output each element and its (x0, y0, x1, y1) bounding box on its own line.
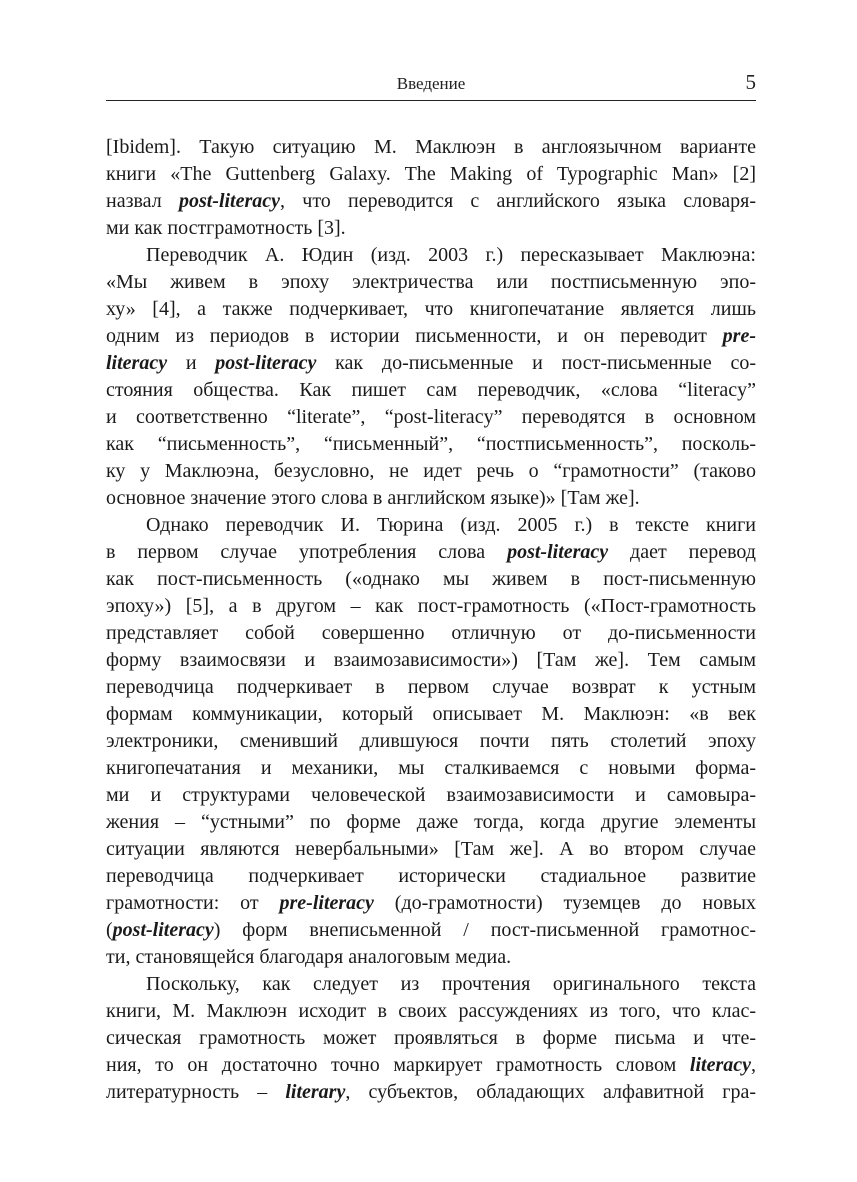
text-run: книгопечатания и механики, мы сталкиваемся с новыми форма- (106, 757, 756, 779)
text-run: грамотности: от (106, 892, 280, 914)
body-text (106, 134, 756, 1106)
emphasized-term: post-literacy (112, 919, 214, 941)
text-line (106, 755, 756, 782)
page-number: 5 (745, 70, 756, 94)
text-run: переводчица подчеркивает исторически стадиальное развитие (106, 865, 756, 887)
text-line (106, 134, 756, 161)
text-line (106, 701, 756, 728)
text-line (106, 512, 756, 539)
emphasized-term: literacy (106, 352, 168, 374)
text-line (106, 350, 756, 377)
text-run: [Ibidem]. Такую ситуацию М. Маклюэн в англоязычном варианте (106, 136, 756, 158)
text-line (106, 161, 756, 188)
emphasized-term: literary (285, 1081, 346, 1103)
text-run: жения – “устными” по форме даже тогда, когда другие элементы (106, 811, 756, 833)
text-line (106, 323, 756, 350)
text-run: и (167, 352, 216, 374)
text-line (106, 566, 756, 593)
emphasized-term: post-literacy (178, 190, 281, 212)
text-run: основное значение этого слова в английском языке)» [Там же]. (106, 487, 640, 509)
text-run: , (751, 1054, 756, 1076)
text-run: ку у Маклюэна, безусловно, не идет речь о “грамотности” (таково (106, 460, 756, 482)
emphasized-term: post-literacy (507, 541, 609, 563)
text-run: «Мы живем в эпоху электричества или постписьменную эпо- (106, 271, 756, 293)
text-run: ния, то он достаточно точно маркирует грамотность словом (106, 1054, 690, 1076)
text-run: ситуации являются невербальными» [Там же]. А во втором случае (106, 838, 756, 860)
text-line (106, 809, 756, 836)
text-line (106, 458, 756, 485)
text-run: дает перевод (608, 541, 756, 563)
text-run: ху» [4], а также подчеркивает, что книгопечатание является лишь (106, 298, 756, 320)
text-line (106, 431, 756, 458)
text-line (106, 782, 756, 809)
text-run: книги, М. Маклюэн исходит в своих рассуждениях из того, что клас- (106, 1000, 756, 1022)
text-run: одним из периодов в истории письменности, и он переводит (106, 325, 723, 347)
emphasized-term: post-literacy (215, 352, 317, 374)
text-run: представляет собой совершенно отличную от до-письменности (106, 622, 756, 644)
text-run: ти, становящейся благодаря аналоговым медиа. (106, 946, 512, 968)
text-run: сическая грамотность может проявляться в форме письма и чте- (106, 1027, 756, 1049)
text-run: Переводчик А. Юдин (изд. 2003 г.) пересказывает Маклюэна: (146, 244, 756, 266)
text-run: назвал (106, 190, 179, 212)
text-run: Однако переводчик И. Тюрина (изд. 2005 г.) в тексте книги (146, 514, 756, 536)
text-run: ( (106, 919, 113, 941)
text-run: литературность – (106, 1081, 286, 1103)
text-line (106, 539, 756, 566)
text-line (106, 674, 756, 701)
text-run: ми как постграмотность [3]. (106, 217, 346, 239)
text-line (106, 944, 756, 971)
text-line (106, 215, 756, 242)
text-line (106, 647, 756, 674)
text-run: ми и структурами человеческой взаимозависимости и самовыра- (106, 784, 756, 806)
text-run: в первом случае употребления слова (106, 541, 508, 563)
paragraph (106, 512, 756, 971)
text-run: , что переводится с английского языка словаря- (280, 190, 757, 212)
text-run: Поскольку, как следует из прочтения оригинального текста (146, 973, 756, 995)
text-line (106, 296, 756, 323)
text-run: и соответственно “literate”, “post-literacy” переводятся в основном (106, 406, 756, 428)
text-line (106, 728, 756, 755)
text-line (106, 593, 756, 620)
text-run: ) форм внеписьменной / пост-письменной грамотнос- (213, 919, 756, 941)
text-line (106, 620, 756, 647)
text-line (106, 377, 756, 404)
paragraph (106, 242, 756, 512)
text-run: форму взаимосвязи и взаимозависимости») [Там же]. Тем самым (106, 649, 756, 671)
text-line (106, 1052, 756, 1079)
text-run: эпоху») [5], а в другом – как пост-грамотность («Пост-грамотность (106, 595, 756, 617)
text-line (106, 1025, 756, 1052)
text-run: как пост-письменность («однако мы живем в пост-письменную (106, 568, 756, 590)
chapter-title: Введение (396, 74, 466, 93)
text-line (106, 890, 756, 917)
emphasized-term: pre-literacy (279, 892, 374, 914)
text-line (106, 863, 756, 890)
text-line (106, 404, 756, 431)
text-line (106, 998, 756, 1025)
text-run: как до-письменные и пост-письменные со- (316, 352, 756, 374)
emphasized-term: pre- (722, 325, 756, 347)
text-line (106, 971, 756, 998)
paragraph (106, 971, 756, 1106)
text-run: переводчица подчеркивает в первом случае возврат к устным (106, 676, 756, 698)
header-rule (106, 100, 756, 101)
text-line (106, 1079, 756, 1106)
text-line (106, 242, 756, 269)
text-run: формам коммуникации, который описывает М. Маклюэн: «в век (106, 703, 756, 725)
text-run: стояния общества. Как пишет сам переводчик, «слова “literacy” (106, 379, 756, 401)
text-line (106, 836, 756, 863)
paragraph (106, 134, 756, 242)
text-line (106, 269, 756, 296)
text-run: (до-грамотности) туземцев до новых (373, 892, 756, 914)
emphasized-term: literacy (689, 1054, 751, 1076)
text-line (106, 188, 756, 215)
text-line (106, 485, 756, 512)
text-line (106, 917, 756, 944)
running-header (106, 70, 756, 100)
text-run: книги «The Guttenberg Galaxy. The Making of Typographic Man» [2] (106, 163, 756, 185)
text-run: как “письменность”, “письменный”, “постписьменность”, посколь- (106, 433, 756, 455)
text-run: , субъектов, обладающих алфавитной гра- (345, 1081, 757, 1103)
text-run: электроники, сменивший длившуюся почти пять столетий эпоху (106, 730, 756, 752)
